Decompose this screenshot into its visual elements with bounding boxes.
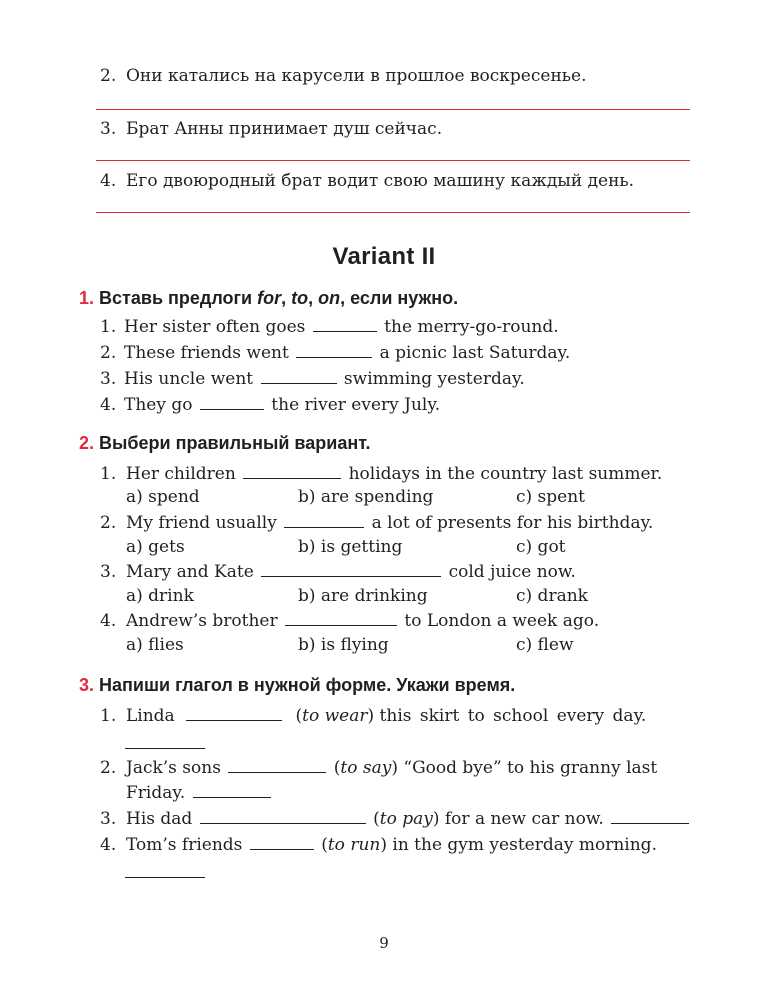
option-b[interactable]: b) is flying [298,635,389,655]
task3-item-4: 4. Tom’s friends (to run) in the gym yesterday morning. [100,835,657,855]
option-c[interactable]: c) drank [516,586,588,606]
option-c[interactable]: c) flew [516,635,574,655]
tense-blank[interactable] [125,733,205,749]
translation-text: Брат Анны принимает душ сейчас. [126,119,443,139]
task3-item-2: 2. Jack’s sons (to say) “Good bye” to his granny last [100,758,658,778]
task3-item-3: 3. His dad (to pay) for a new car now. [100,808,691,829]
task2-item-4: 4. Andrew’s brother to London a week ago. [100,611,600,631]
page-number: 9 [379,934,389,952]
task1-item-4: 4. They go the river every July. [100,395,441,415]
task2-item-3: 3. Mary and Kate cold juice now. [100,562,576,582]
task2-item-1: 1. Her children holidays in the country last summer. [100,464,663,484]
task1-item-3: 3. His uncle went swimming yesterday. [100,369,525,389]
option-a[interactable]: a) gets [126,537,185,557]
fill-blank[interactable] [285,610,397,626]
fill-blank[interactable] [250,834,314,850]
fill-blank[interactable] [186,705,282,721]
option-b[interactable]: b) are spending [298,487,434,507]
option-a[interactable]: a) drink [126,586,194,606]
answer-line[interactable] [96,160,690,161]
task1-item-1: 1. Her sister often goes the merry-go-round. [100,317,559,337]
task1-heading: 1 . Вставь предлоги for, to, on, если нужно. [79,288,458,309]
tense-blank[interactable] [125,862,205,878]
option-b[interactable]: b) are drinking [298,586,428,606]
task3-heading: 3 . Напиши глагол в нужной форме. Укажи время. [79,675,515,696]
fill-blank[interactable] [200,808,366,824]
fill-blank[interactable] [261,368,337,384]
fill-blank[interactable] [228,757,326,773]
task1-item-2: 2. These friends went a picnic last Saturday. [100,343,571,363]
variant-title: Variant II [332,243,436,270]
option-a[interactable]: a) flies [126,635,184,655]
translation-text: Они катались на карусели в прошлое воскресенье. [126,66,587,86]
fill-blank[interactable] [296,342,372,358]
option-c[interactable]: c) spent [516,487,586,507]
fill-blank[interactable] [261,561,441,577]
translation-text: Его двоюродный брат водит свою машину каждый день. [126,171,635,191]
tense-blank[interactable] [611,808,689,824]
answer-line[interactable] [96,109,690,110]
task3-item-1: 1. Linda (to wear) this skirt to school every day. [100,706,647,726]
option-b[interactable]: b) is getting [298,537,403,557]
tense-blank[interactable] [193,782,271,798]
fill-blank[interactable] [284,512,364,528]
fill-blank[interactable] [313,316,377,332]
translation-item-3: 3. Брат Анны принимает душ сейчас. [100,119,443,139]
answer-line[interactable] [96,212,690,213]
task3-item-2-cont: Friday. [126,782,273,803]
option-c[interactable]: c) got [516,537,566,557]
option-a[interactable]: a) spend [126,487,200,507]
translation-item-2: 2. Они катались на карусели в прошлое воскресенье. [100,66,587,86]
task2-item-2: 2. My friend usually a lot of presents for his birthday. [100,513,654,533]
task2-heading: 2 . Выбери правильный вариант. [79,433,370,454]
fill-blank[interactable] [200,394,264,410]
fill-blank[interactable] [243,463,341,479]
translation-item-4: 4. Его двоюродный брат водит свою машину каждый день. [100,171,635,191]
